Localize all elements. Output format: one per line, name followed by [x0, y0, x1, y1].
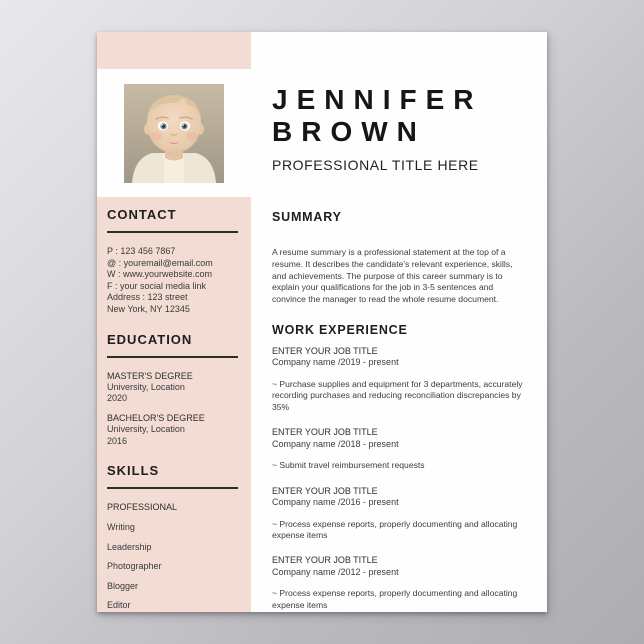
job-header [272, 486, 528, 509]
education-heading: EDUCATION [107, 331, 193, 347]
job-bullet: ~ Purchase supplies and equipment for 3 departments, accurately recording purchases and reducing reconciliation discrepancies by 35% [272, 378, 523, 412]
name-heading [272, 84, 528, 148]
summary-text: A resume summary is a professional statement at the top of a resume. It describes the candidate's relevant experience, skills, and achievements. The purpose of this career summary is to explain your qualifications for the job in 3-5 sentences and convince the manager to read the whole resume document. [272, 247, 513, 305]
contact-line-social: F : your social media link [107, 280, 207, 291]
degree-year: 2020 [107, 393, 128, 404]
photo-band [97, 69, 251, 197]
job-title: ENTER YOUR JOB TITLE [272, 555, 378, 566]
job-company: Company name /2012 - present [272, 566, 399, 577]
education-divider [107, 356, 238, 358]
first-name: JENNIFER [272, 84, 483, 115]
job-company: Company name /2018 - present [272, 438, 399, 449]
job-header [272, 555, 528, 578]
contact-line-city: New York, NY 12345 [107, 303, 190, 314]
work-experience-heading: WORK EXPERIENCE [272, 322, 408, 337]
job-bullet: ~ Process expense reports, properly documenting and allocating expense items [272, 588, 518, 610]
summary-section [272, 210, 528, 306]
skills-heading: SKILLS [107, 463, 160, 478]
job-title: ENTER YOUR JOB TITLE [272, 427, 378, 438]
contact-line-email: @ : youremail@email.com [107, 257, 213, 268]
degree-name: MASTER'S DEGREE [107, 370, 193, 381]
work-entries [272, 346, 528, 611]
contact-heading: CONTACT [107, 207, 177, 222]
skills-category: PROFESSIONAL [107, 502, 178, 512]
skill-item: Writing [107, 522, 135, 532]
job-bullet: ~ Process expense reports, properly documenting and allocating expense items [272, 518, 518, 541]
work-entry [272, 486, 528, 542]
work-experience-section [272, 323, 528, 611]
baby-photo-illustration [124, 84, 224, 183]
contact-line-website: W : www.yourwebsite.com [107, 269, 213, 280]
resume-poster [97, 32, 547, 612]
job-header [272, 346, 528, 369]
contact-line-address: Address : 123 street [107, 292, 188, 303]
degree-year: 2016 [107, 435, 128, 446]
degree-school: University, Location [107, 381, 185, 392]
contact-divider [107, 231, 238, 233]
sidebar [107, 207, 245, 627]
summary-heading: SUMMARY [272, 210, 342, 224]
work-entry [272, 555, 528, 611]
skills-section [107, 463, 245, 611]
profile-photo [124, 84, 224, 183]
job-company: Company name /2019 - present [272, 357, 399, 368]
degree-school: University, Location [107, 424, 185, 435]
job-title: ENTER YOUR JOB TITLE [272, 485, 378, 496]
last-name: BROWN [272, 116, 426, 147]
job-bullet: ~ Submit travel reimbursement requests [272, 460, 425, 471]
degree-name: BACHELOR'S DEGREE [107, 412, 205, 423]
contact-section [107, 207, 245, 316]
job-header [272, 427, 528, 450]
education-entry [107, 413, 245, 447]
skill-item: Editor [107, 600, 131, 611]
skill-item: Leadership [107, 541, 152, 552]
skills-divider [107, 487, 238, 489]
skill-item: Blogger [107, 580, 139, 591]
main-column [272, 84, 528, 625]
education-entry [107, 371, 245, 405]
job-company: Company name /2016 - present [272, 497, 399, 508]
education-section [107, 332, 245, 447]
work-entry [272, 346, 528, 413]
work-entry [272, 427, 528, 471]
job-title: ENTER YOUR JOB TITLE [272, 345, 378, 356]
contact-line-phone: P : 123 456 7867 [107, 246, 176, 256]
professional-title: PROFESSIONAL TITLE HERE [272, 157, 479, 173]
skill-item: Photographer [107, 561, 162, 572]
